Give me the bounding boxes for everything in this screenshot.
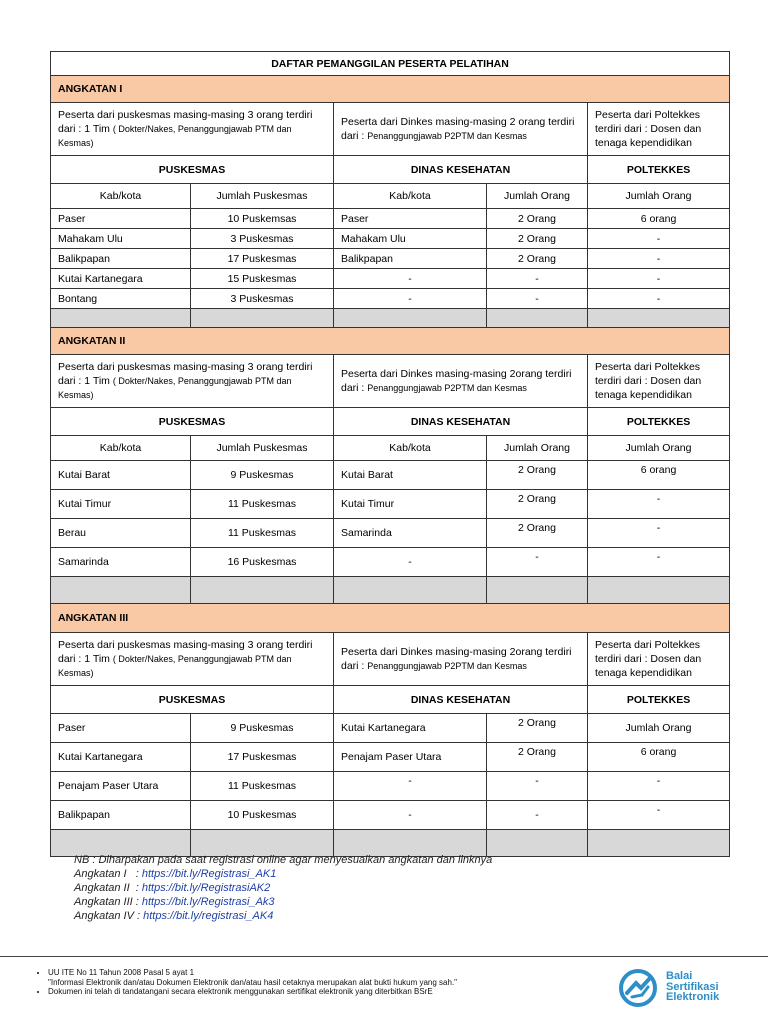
col-header: Jumlah Orang	[487, 436, 588, 461]
cell: Paser	[51, 209, 191, 229]
col-header: Jumlah Puskesmas	[191, 184, 334, 209]
cell: -	[588, 519, 730, 548]
angkatan-1-header	[51, 76, 730, 103]
document-title: DAFTAR PEMANGGILAN PESERTA PELATIHAN	[51, 52, 730, 76]
cell: 2 Orang	[487, 249, 588, 269]
table-row	[51, 490, 730, 519]
cell: 6 orang	[588, 461, 730, 490]
section-dinkes: DINAS KESEHATAN	[334, 156, 588, 184]
col-header: Kab/kota	[51, 184, 191, 209]
desc-poltekkes: Peserta dari Poltekkes terdiri dari : Dosen dan tenaga kependidikan	[588, 633, 730, 686]
section-dinkes: DINAS KESEHATAN	[334, 408, 588, 436]
desc-puskesmas: Peserta dari puskesmas masing-masing 3 orang terdiri dari : 1 Tim ( Dokter/Nakes, Penanggungjawab PTM dan Kesmas)	[51, 103, 334, 156]
cell: Balikpapan	[51, 801, 191, 830]
cell: 2 Orang	[487, 714, 588, 743]
cell: -	[487, 801, 588, 830]
section-puskesmas: PUSKESMAS	[51, 408, 334, 436]
link-line: Angkatan IV : https://bit.ly/registrasi_AK4	[74, 910, 274, 922]
angkatan-2-label: ANGKATAN II	[51, 328, 730, 355]
cell: -	[487, 289, 588, 309]
footer-signature-item: • Dokumen ini telah di tandatangani secara elektronik menggunakan sertifikat elektronik yang diterbitkan BSrE	[48, 987, 596, 997]
table-row	[51, 772, 730, 801]
desc-puskesmas: Peserta dari puskesmas masing-masing 3 orang terdiri dari : 1 Tim ( Dokter/Nakes, Penanggungjawab PTM dan Kesmas)	[51, 355, 334, 408]
cell: Kutai Timur	[334, 490, 487, 519]
cell: 6 orang	[588, 209, 730, 229]
spacer-row	[51, 577, 730, 604]
cell: 2 Orang	[487, 461, 588, 490]
table-row	[51, 519, 730, 548]
cell: Paser	[334, 209, 487, 229]
cell: -	[334, 269, 487, 289]
col-header: Kab/kota	[334, 184, 487, 209]
cell: Kutai Timur	[51, 490, 191, 519]
col-header: Jumlah Puskesmas	[191, 436, 334, 461]
cell: 2 Orang	[487, 229, 588, 249]
link-line: Angkatan II : https://bit.ly/RegistrasiAK2	[74, 882, 271, 894]
cell: Penajam Paser Utara	[334, 743, 487, 772]
cell: -	[588, 548, 730, 577]
cell: 9 Puskesmas	[191, 461, 334, 490]
section-header-row	[51, 408, 730, 436]
desc-puskesmas: Peserta dari puskesmas masing-masing 3 orang terdiri dari : 1 Tim ( Dokter/Nakes, Penanggungjawab PTM dan Kesmas)	[51, 633, 334, 686]
cell: Balikpapan	[51, 249, 191, 269]
cell: -	[334, 801, 487, 830]
angkatan-3-desc-row	[51, 633, 730, 686]
cell: 15 Puskesmas	[191, 269, 334, 289]
table-row	[51, 289, 730, 309]
cell: 6 orang	[588, 743, 730, 772]
col-header: Jumlah Orang	[588, 436, 730, 461]
table-row	[51, 249, 730, 269]
column-header-row	[51, 436, 730, 461]
section-puskesmas: PUSKESMAS	[51, 156, 334, 184]
registration-note	[74, 853, 492, 923]
table-row	[51, 209, 730, 229]
cell: -	[588, 772, 730, 801]
cell: -	[588, 490, 730, 519]
angkatan-2-desc-row	[51, 355, 730, 408]
section-poltekkes: POLTEKKES	[588, 156, 730, 184]
cell: 11 Puskesmas	[191, 490, 334, 519]
cell: -	[487, 548, 588, 577]
cell: 11 Puskesmas	[191, 772, 334, 801]
cell: -	[334, 548, 487, 577]
col-header: Jumlah Orang	[487, 184, 588, 209]
bsre-logo	[616, 967, 766, 1007]
cell: 11 Puskesmas	[191, 519, 334, 548]
cell: 3 Puskesmas	[191, 289, 334, 309]
angkatan-2-header	[51, 328, 730, 355]
angkatan-1-desc-row	[51, 103, 730, 156]
angkatan-3-label: ANGKATAN III	[51, 604, 730, 633]
registration-link-ak1[interactable]: https://bit.ly/Registrasi_AK1	[141, 868, 277, 880]
cell: -	[588, 229, 730, 249]
registration-link-ak2[interactable]: https://bit.ly/RegistrasiAK2	[141, 882, 271, 894]
participant-table	[50, 51, 730, 857]
column-header-row	[51, 184, 730, 209]
cell: 17 Puskesmas	[191, 743, 334, 772]
cell: Mahakam Ulu	[51, 229, 191, 249]
footer-divider	[0, 956, 768, 957]
cell: Kutai Kartanegara	[334, 714, 487, 743]
cell: 3 Puskesmas	[191, 229, 334, 249]
registration-link-ak4[interactable]: https://bit.ly/registrasi_AK4	[143, 910, 274, 922]
section-header-row	[51, 156, 730, 184]
cell: -	[334, 772, 487, 801]
cell: -	[588, 269, 730, 289]
table-title-row	[51, 52, 730, 76]
section-header-row	[51, 686, 730, 714]
section-dinkes: DINAS KESEHATAN	[334, 686, 588, 714]
desc-poltekkes: Peserta dari Poltekkes terdiri dari : Dosen dan tenaga kependidikan	[588, 355, 730, 408]
spacer-row	[51, 309, 730, 328]
cell: 16 Puskesmas	[191, 548, 334, 577]
cell: Penajam Paser Utara	[51, 772, 191, 801]
cell: Kutai Barat	[51, 461, 191, 490]
footer-law-item: • UU ITE No 11 Tahun 2008 Pasal 5 ayat 1 "Informasi Elektronik dan/atau Dokumen Elektronik dan/atau hasil cetaknya merupakan alat bukti hukum yang sah."	[48, 968, 596, 987]
cell: 17 Puskesmas	[191, 249, 334, 269]
cell: 10 Puskemsas	[191, 209, 334, 229]
cell: Paser	[51, 714, 191, 743]
cell: Samarinda	[51, 548, 191, 577]
cell: -	[588, 249, 730, 269]
table-row	[51, 548, 730, 577]
section-puskesmas: PUSKESMAS	[51, 686, 334, 714]
cell: Bontang	[51, 289, 191, 309]
cell: Mahakam Ulu	[334, 229, 487, 249]
cell: Jumlah Orang	[588, 714, 730, 743]
cell: 10 Puskesmas	[191, 801, 334, 830]
section-poltekkes: POLTEKKES	[588, 408, 730, 436]
cell: 2 Orang	[487, 519, 588, 548]
table-row	[51, 801, 730, 830]
cell: Kutai Kartanegara	[51, 269, 191, 289]
link-line: Angkatan I : https://bit.ly/Registrasi_AK1	[74, 868, 277, 880]
col-header: Kab/kota	[334, 436, 487, 461]
footer	[36, 968, 596, 997]
bsre-logo-text: Balai Sertifikasi Elektronik	[666, 970, 720, 1003]
link-line: Angkatan III : https://bit.ly/Registrasi_Ak3	[74, 896, 275, 908]
angkatan-1-label: ANGKATAN I	[51, 76, 730, 103]
cell: 2 Orang	[487, 743, 588, 772]
cell: -	[588, 289, 730, 309]
note-text: NB : Diharpakan pada saat registrasi online agar menyesuaikan angkatan dan linknya	[74, 854, 493, 866]
cell: 2 Orang	[487, 490, 588, 519]
cell: 9 Puskesmas	[191, 714, 334, 743]
table-row	[51, 743, 730, 772]
desc-dinkes: Peserta dari Dinkes masing-masing 2 orang terdiri dari : Penanggungjawab P2PTM dan Kesmas	[334, 103, 588, 156]
cell: Kutai Barat	[334, 461, 487, 490]
desc-poltekkes: Peserta dari Poltekkes terdiri dari : Dosen dan tenaga kependidikan	[588, 103, 730, 156]
cell: Kutai Kartanegara	[51, 743, 191, 772]
table-row	[51, 714, 730, 743]
registration-link-ak3[interactable]: https://bit.ly/Registrasi_Ak3	[141, 896, 275, 908]
col-header: Jumlah Orang	[588, 184, 730, 209]
cell: Berau	[51, 519, 191, 548]
desc-dinkes: Peserta dari Dinkes masing-masing 2orang terdiri dari : Penanggungjawab P2PTM dan Kesmas	[334, 355, 588, 408]
cell: -	[334, 289, 487, 309]
cell: -	[588, 801, 730, 830]
bsre-emblem-icon	[618, 967, 662, 1007]
cell: -	[487, 772, 588, 801]
col-header: Kab/kota	[51, 436, 191, 461]
cell: Balikpapan	[334, 249, 487, 269]
desc-dinkes: Peserta dari Dinkes masing-masing 2orang terdiri dari : Penanggungjawab P2PTM dan Kesmas	[334, 633, 588, 686]
table-row	[51, 269, 730, 289]
cell: -	[487, 269, 588, 289]
angkatan-3-header	[51, 604, 730, 633]
table-row	[51, 229, 730, 249]
table-row	[51, 461, 730, 490]
section-poltekkes: POLTEKKES	[588, 686, 730, 714]
cell: Samarinda	[334, 519, 487, 548]
cell: 2 Orang	[487, 209, 588, 229]
